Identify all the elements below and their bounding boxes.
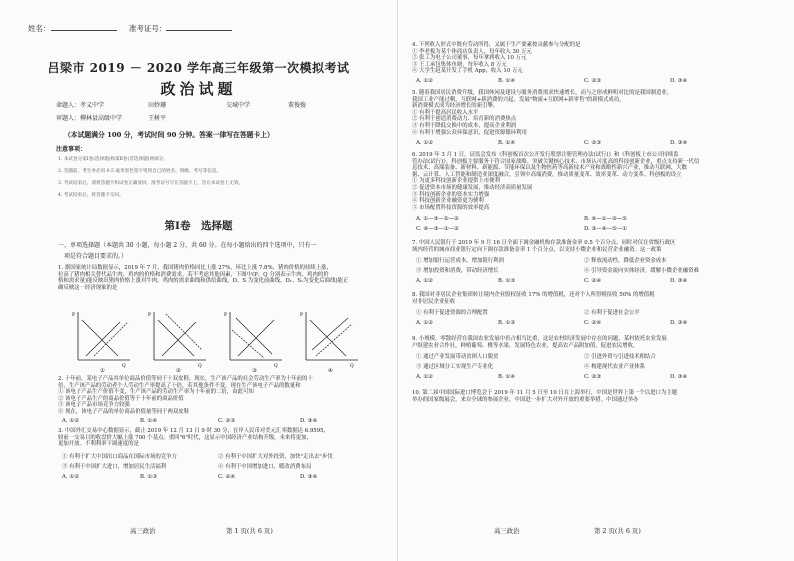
q4-line: ② 张工为电子公司董事，每年拿到收入 10 万元	[412, 55, 527, 62]
q2-option-d[interactable]: D. ③④	[300, 418, 318, 424]
q7-statement: ③ 增加投资和消费，带动经济增长	[416, 268, 499, 274]
question-2	[58, 376, 313, 416]
q3-line: 较前一交易日的收盘价大幅上涨 700 个基点。重回"6"时代，这显示中国经济产业结构升级，未来将更加，	[58, 434, 312, 441]
q3-line: 3. 中国外汇交易中心数据显示，截止 2019 年 12 月 13 日 9 时 30 分，在岸人民币对美元汇率数据达 6.9595，	[58, 428, 329, 434]
question-5	[412, 90, 672, 136]
section-title: 第Ⅰ卷 选择题	[164, 220, 233, 232]
q6-line: ⑤ 市场配置科技资源的效率提高	[412, 204, 490, 211]
exam-rules-note: （本试题满分 100 分，考试时间 90 分钟。答案一律写在答题卡上）	[64, 131, 274, 139]
svg-text:Q: Q	[198, 364, 202, 368]
svg-text:Q: Q	[274, 364, 278, 368]
note-item: 2. 答题前，考生务必用 0.5 毫米黑色签字笔将自己的姓名、班级、考号等信息。	[58, 169, 222, 174]
q3-option-d[interactable]: D. ③④	[300, 474, 318, 480]
q6-line: 管办法(试行)》。科创板主要服务于符合国家战略、突破关键核心技术、市场认可度高的科技创新企业，重点支持新一代信	[412, 158, 700, 165]
q9-line: 9. 小规模、零散经营在我国农业发展中仍占相当比重，这是农村经济发展中存在的问题。某村依托农业发展	[412, 336, 667, 342]
name-blank	[51, 30, 117, 31]
footer-subject: 高三政治	[130, 527, 156, 535]
q3-statement: ② 有利于中国扩大对外投资，加快"走出去"步伐	[218, 454, 333, 460]
setter-2-name: 董俊俊	[288, 102, 307, 109]
q6-line: 息技术、高端装备、新材料、新能源、节能环保以及生物医药等高新技术产业和战略性新兴产业，推动互联网、大数	[412, 165, 687, 172]
q1-line: 确反映这一经济现象的是	[58, 284, 118, 291]
q8-statement: ② 有利于促进社会公平	[584, 310, 640, 316]
q3-option-c[interactable]: C. ②④	[218, 474, 236, 480]
q6-option-b[interactable]: B. ④—①—③—⑤	[584, 216, 627, 222]
q5-line: ① 有利于提高居民收入水平	[412, 109, 479, 116]
q9-option-c[interactable]: C. ②③	[584, 374, 602, 380]
q10-line: 10. 第二届中国国际进口博览会于 2019 年 11 月 5 日至 10 日在上海举行，中国是世界上第一个以进口为主题	[412, 390, 678, 396]
q1-line: 1. 据国家统计局数据显示，2019 年 7 月，我国猪肉价格同比上涨 27%，环比上涨 7.8%，猪肉价格的持续上涨，	[58, 265, 332, 271]
q7-option-b[interactable]: B. ①③	[498, 278, 516, 284]
q4-option-c[interactable]: C. ②③	[584, 78, 602, 84]
svg-text:P: P	[224, 313, 228, 318]
q5-line: ② 有利于创造消费动力、培育新的消费热点	[412, 116, 517, 123]
q2-option-b[interactable]: B. ①④	[140, 418, 158, 424]
q2-line: 2. 十年前，某电子产品其单位商品价值等同于十双皮鞋。现在，生产该产品的社会劳动生产率为十年前的十	[58, 376, 313, 382]
supply-demand-graph	[72, 310, 132, 368]
q2-line: ② 该电子产品生产的商品价值等于十年前的商品价值	[58, 395, 184, 402]
q6-option-d[interactable]: D. ③—④—⑤—①	[584, 226, 628, 232]
q3-line: 更加开放。不利利率下调速度的是	[58, 441, 139, 448]
credits-row-1	[56, 100, 307, 109]
q6-line: 据、云计算、人工智能和制造业深度融合，引领中高端消费，推动质量变革、效率变革、动力变革。科创板的设立	[412, 171, 682, 178]
setter-2: 交城中学	[226, 102, 251, 109]
q6-option-a[interactable]: A. ①—③—⑤—②	[416, 216, 459, 222]
exam-title: 吕梁市 2019 － 2020 学年高三年级第一次模拟考试	[47, 61, 350, 75]
q7-option-c[interactable]: C. ②④	[584, 278, 602, 284]
q2-option-a[interactable]: A. ①②	[62, 418, 79, 424]
graph-2	[148, 310, 208, 368]
graph-label: ①	[100, 368, 105, 374]
note-item: 1. 本试卷分第Ⅰ卷(选择题)和第Ⅱ卷(非选择题)两部分。	[58, 157, 168, 162]
q5-option-a[interactable]: A. ①②	[416, 140, 433, 146]
graph-label: ③	[252, 368, 257, 374]
q5-option-b[interactable]: B. ①④	[498, 140, 516, 146]
q5-line: ④ 有利于增强公众环保意识，促进资源循环利用	[412, 129, 527, 136]
note-item: 3. 考试结束后，请将答题卡和试卷正确放回，准考证号写在答题卡上，答在本试卷上无效。	[58, 181, 244, 186]
q2-line: ③ 该电子产品市场竞争力较强	[58, 402, 130, 409]
q7-line: 域内经营的城市商业银行定向下调存款准备金率 1 个百分点，以支持小微企业和民营企业融资。这一政策	[412, 246, 662, 253]
exam-number-blank	[166, 30, 232, 31]
footer-subject: 高三政治	[494, 527, 520, 535]
q8-option-b[interactable]: B. ①③	[498, 320, 516, 326]
q6-line: ③ 科技创新企业的资本实力增强	[412, 191, 490, 198]
name-label: 姓名：	[28, 24, 51, 33]
q7-option-a[interactable]: A. ①②	[416, 278, 433, 284]
graph-1	[72, 310, 132, 368]
svg-text:Q: Q	[122, 364, 126, 368]
footer-page: 第 2 页(共 6 页)	[594, 527, 641, 535]
q4-line: ③ 王工承包集体鱼塘，每年收入 8 万元	[412, 61, 507, 68]
q5-line: 新消费模式成为经济增长的新引擎。	[412, 103, 499, 110]
q2-option-c[interactable]: C. ②③	[218, 418, 236, 424]
footer-page: 第 1 页(共 6 页)	[226, 527, 273, 535]
q4-line: ① 李老板为某个体商店负责人，每年收入 30 万元	[412, 48, 532, 55]
q7-statement: ④ 引导资金流向实体经济，缓解小微企业融资难	[584, 268, 699, 274]
q4-line: 4. 下列收入形式中既有劳动所得，又属于生产要素按贡献参与分配的是	[412, 42, 581, 48]
question-3	[58, 428, 329, 448]
setter-1: 命题人：孝义中学	[56, 102, 105, 109]
q9-option-d[interactable]: D. ③④	[670, 374, 688, 380]
q3-statement: ④ 有利于中国增加进口，暖改消费布局	[218, 464, 312, 470]
supply-demand-graph	[300, 310, 360, 368]
q8-option-d[interactable]: D. ③④	[670, 320, 688, 326]
q3-option-b[interactable]: B. ①③	[140, 474, 158, 480]
graph-3	[224, 310, 284, 368]
q6-line: ④ 科技创新企业融资更为便利	[412, 198, 484, 205]
svg-text:P: P	[72, 313, 76, 318]
section-instruction-cont: 项是符合题目要求的。）	[64, 253, 128, 260]
q10-line: 举办的国家级展会，来自全球的参展企业，中国进一步扩大对外开放的重要举措。中国通过举办	[412, 396, 639, 403]
q6-line: ② 促进资本市场的健康发展，推动经济高质量发展	[412, 184, 533, 191]
q5-line: ③ 有利于降低交换中的成本，提高企业利润	[412, 122, 517, 129]
q7-option-d[interactable]: D. ③④	[670, 278, 688, 284]
q5-option-d[interactable]: D. ③④	[670, 140, 688, 146]
q7-statement: ① 增加银行运营成本，增加银行利润	[416, 258, 504, 264]
exam-page-2	[397, 0, 794, 561]
q9-statement: ① 通过产业发展带动贫困人口脱贫	[416, 354, 499, 360]
svg-text:P: P	[300, 313, 304, 318]
section-instruction: 一、单项选择题（本题共 30 小题，每小题 2 分，共 60 分。在每小题给出的四个选项中，只有一	[58, 242, 317, 249]
q5-option-c[interactable]: C. ②③	[584, 140, 602, 146]
graph-label: ④	[328, 368, 333, 374]
q8-statement: ① 有利于促进资源的合理配置	[416, 310, 488, 316]
question-1	[58, 265, 348, 291]
q8-line: 8. 我国对非居民企业集团转让境内企业股权征收 17% 的增值税，还对个人所得税征收 50% 的增值税	[412, 292, 655, 298]
reviewer-name: 王树平	[148, 115, 167, 122]
candidate-header	[28, 23, 242, 34]
q4-line: ④ 大学生赵某开发了手机 App，收入 10 万元	[412, 68, 523, 75]
reviewer: 审题人：柳林县高级中学	[56, 115, 123, 122]
q9-statement: ② 引进外资与引进技术相结合	[584, 354, 656, 360]
supply-demand-graph	[148, 310, 208, 368]
q9-option-a[interactable]: A. ①②	[416, 374, 433, 380]
q9-line: 户组建农业合作社，种植葡萄、桃等水果，发展特色农业，提高农产品附加值，促进农民增收，	[412, 342, 639, 349]
q6-line: ① 为更多科技创新企业提供上市便利	[412, 178, 500, 185]
q3-statement: ① 有利于扩大中国出口商品在国际市场的竞争力	[62, 454, 177, 460]
exam-number-label: 准考证号：	[128, 24, 167, 33]
notes-heading: 注意事项：	[56, 146, 87, 153]
graph-4	[300, 310, 360, 368]
q6-option-c[interactable]: C. ④—③—①—②	[416, 226, 459, 232]
svg-text:P: P	[148, 313, 152, 318]
note-item: 4. 考试结束后，将答题卡交回。	[58, 193, 124, 198]
question-8	[412, 292, 655, 305]
q4-option-d[interactable]: D. ③④	[670, 78, 688, 84]
q7-line: 7. 中国人民银行于 2019 年 9 月 16 日全面下调金融机构存款准备金率 0.5 个百分点，同时对仅在省级行政区	[412, 240, 676, 246]
q1-line: 格和需求量)能反映出猪肉价格上涨对牛肉、鸡肉的需求曲线和供给曲线，D、S 为变化前曲线，D₁、S₁为变化后曲线)能正	[58, 278, 349, 285]
q6-line: 6. 2019 年 3 月 1 日，证监会发布《科创板首次公开发行股票注册管理办法(试行)》和《科创板上市公司持续监	[412, 152, 679, 158]
question-4	[412, 42, 581, 75]
q3-option-a[interactable]: A. ①②	[62, 474, 79, 480]
q8-option-c[interactable]: C. ②④	[584, 320, 602, 326]
q5-line: 5. 随着我国居民消费升级，我国休闲及建设与服务消费需求快速增长，而与之形成鲜明对比的是我国制造业，	[412, 90, 673, 96]
q2-line: ④ 现在，该电子产品的单位商品价值量等同于两双皮鞋	[58, 408, 190, 415]
question-10	[412, 390, 677, 403]
q9-statement: ④ 构建现代农业产业体系	[584, 364, 646, 370]
q5-line: 我国工业产能过剩、互联网+新消费的兴起，发展"物流+互联网+新零售"的新模式成功，	[412, 96, 625, 103]
svg-text:Q: Q	[350, 364, 354, 368]
q2-line: 倍，生产该产品的劳动者个人劳动生产率提高了十倍，若其他条件不变，现在生产该电子产品的数量和	[58, 382, 301, 389]
q8-line: 对非居民企业征收	[412, 298, 456, 305]
q4-option-b[interactable]: B. ①④	[498, 78, 516, 84]
q1-line: 拉高了猪肉相关替代品牛肉、鸡肉的价格和消费需求。若不考虑其他因素，下图中(P、Q 分别表示牛肉、鸡肉的价	[58, 271, 329, 278]
q9-option-b[interactable]: B. ①④	[498, 374, 516, 380]
credits-row-2	[56, 113, 167, 122]
exam-subject-title: 政治试题	[160, 80, 237, 98]
question-7	[412, 240, 675, 253]
q9-statement: ③ 通过区域分工实现生产专业化	[416, 364, 494, 370]
supply-demand-graph	[224, 310, 284, 368]
question-6	[412, 152, 699, 211]
graph-label: ②	[176, 368, 181, 374]
q8-option-a[interactable]: A. ①②	[416, 320, 433, 326]
q7-statement: ② 释放流动性，降低企业资金成本	[584, 258, 667, 264]
q3-statement: ③ 有利于中国扩大进口，增加居民生活福利	[62, 464, 167, 470]
q4-option-a[interactable]: A. ①②	[416, 78, 433, 84]
q2-line: ① 该电子产品生产价值不变，生产该产品的劳动生产率为十年前的二倍，由此可知	[58, 389, 254, 396]
question-9	[412, 336, 667, 349]
setter-1-name: 田妙珊	[148, 102, 167, 109]
